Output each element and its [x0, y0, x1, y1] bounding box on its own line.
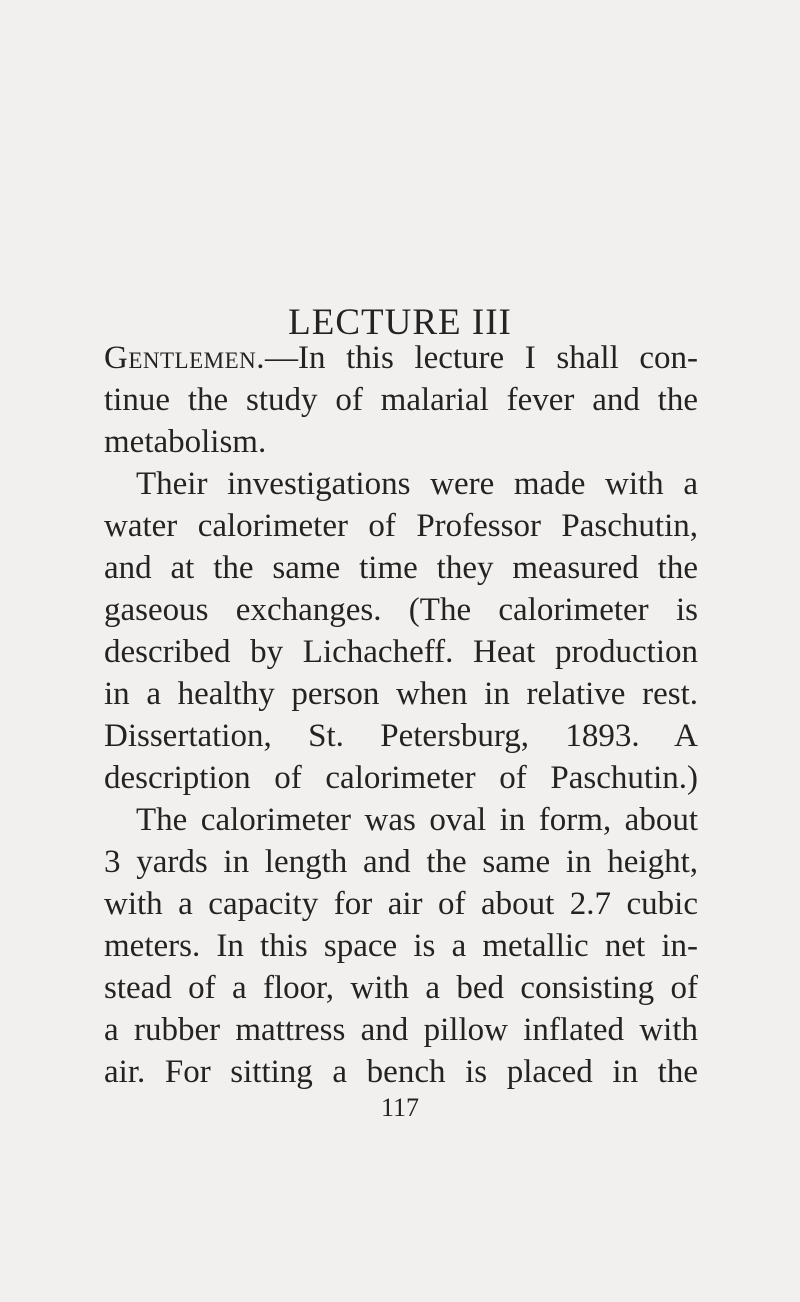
text-line-15: meters. In this space is a metallic net in- — [104, 928, 698, 964]
text-line-3: metabolism. — [104, 424, 267, 460]
text-line-4: Their investigations were made with a — [136, 466, 698, 502]
lecture-heading: LECTURE III — [288, 302, 512, 343]
text-line-11: description of calorimeter of Paschutin.) — [104, 760, 698, 796]
text-line-13: 3 yards in length and the same in height, — [104, 844, 698, 880]
text-line-18: air. For sitting a bench is placed in the — [104, 1054, 698, 1090]
text-line-1-content: —In this lecture I shall con- — [265, 340, 698, 376]
text-line-9: in a healthy person when in relative rest. — [104, 676, 698, 712]
text-line-1 — [104, 337, 698, 379]
page-number: 117 — [380, 1093, 420, 1122]
text-line-5: water calorimeter of Professor Paschutin, — [104, 508, 698, 544]
text-line-2: tinue the study of malarial fever and the — [104, 382, 698, 418]
text-line-8: described by Lichacheff. Heat production — [104, 634, 698, 670]
text-line-12: The calorimeter was oval in form, about — [136, 802, 698, 838]
text-line-14: with a capacity for air of about 2.7 cubic — [104, 886, 698, 922]
text-line-16: stead of a floor, with a bed consisting of — [104, 970, 698, 1006]
text-line-10: Dissertation, St. Petersburg, 1893. A — [104, 718, 698, 754]
text-line-7: gaseous exchanges. (The calorimeter is — [104, 592, 698, 628]
text-line-17: a rubber mattress and pillow inflated with — [104, 1012, 698, 1048]
text-line-6: and at the same time they measured the — [104, 550, 698, 586]
salutation: Gentlemen. — [104, 340, 265, 376]
